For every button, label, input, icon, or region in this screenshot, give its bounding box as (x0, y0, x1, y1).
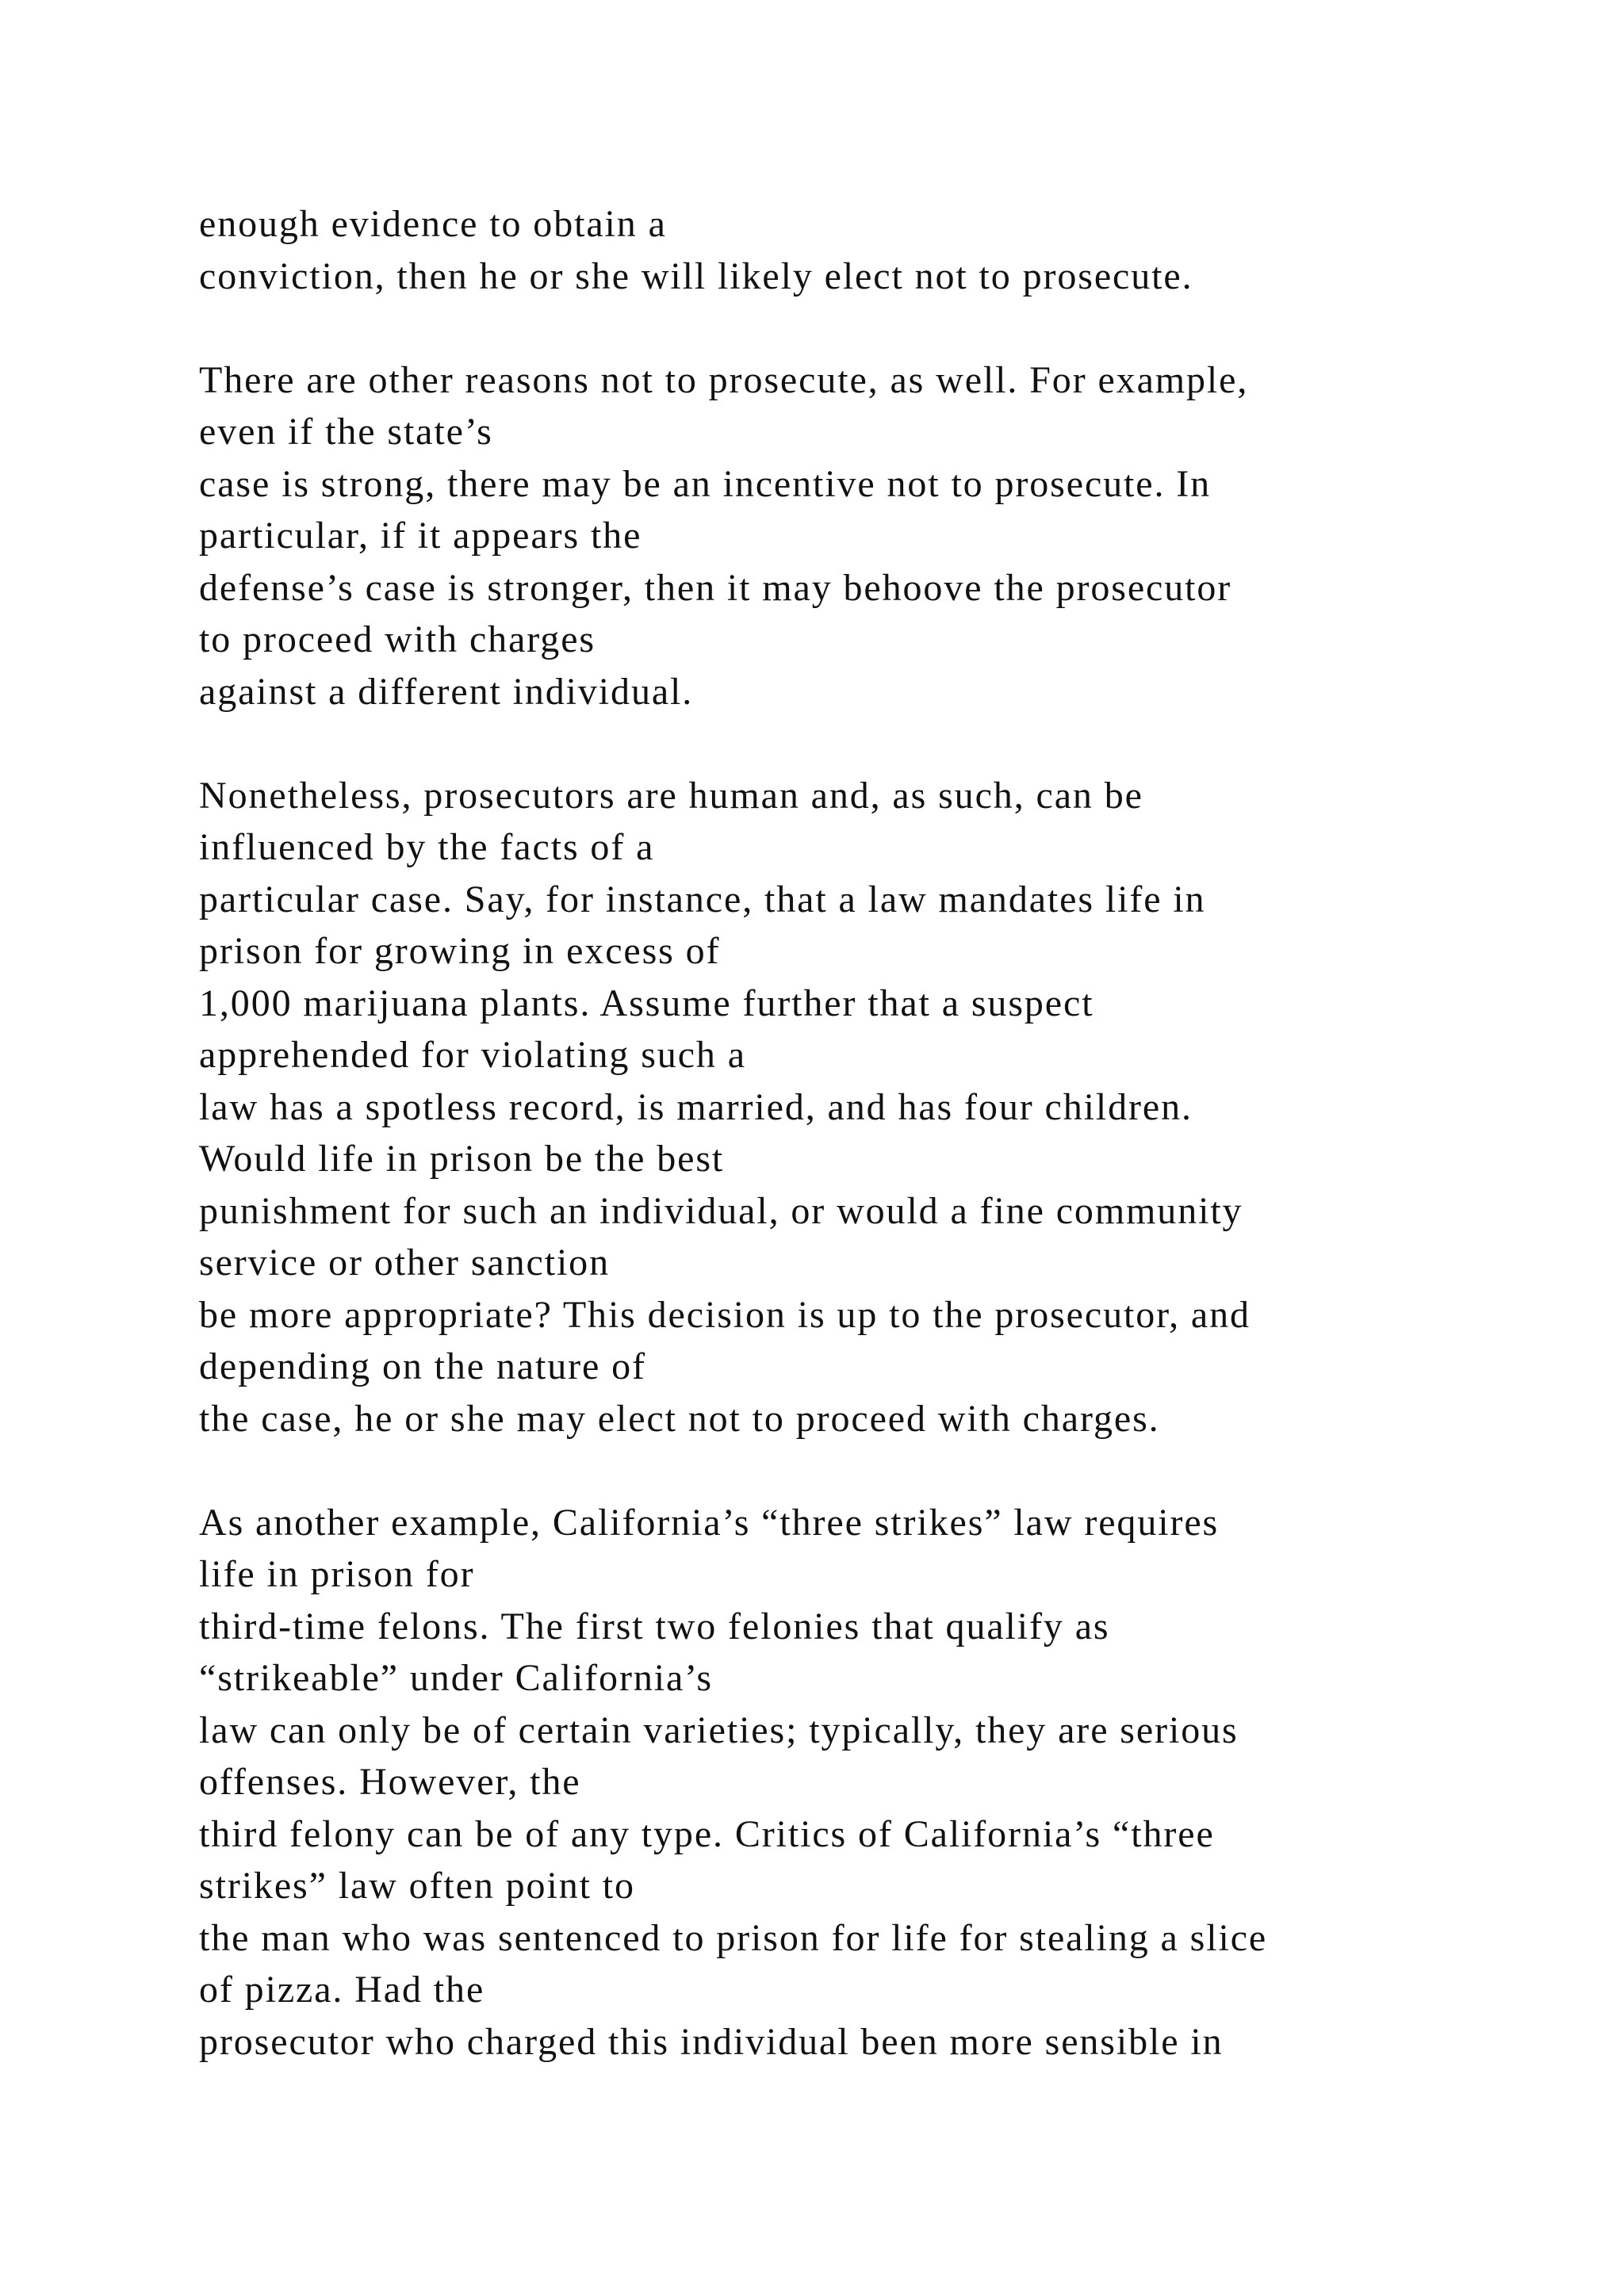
text-line: punishment for such an individual, or would a fine community (199, 1189, 1243, 1232)
text-line: depending on the nature of (199, 1345, 646, 1387)
text-line: 1,000 marijuana plants. Assume further that a suspect (199, 982, 1094, 1024)
text-line: law has a spotless record, is married, and has four children. (199, 1085, 1193, 1128)
text-line: third-time felons. The first two felonies that qualify as (199, 1605, 1110, 1647)
text-line: strikes” law often point to (199, 1865, 635, 1907)
text-line: “strikeable” under California’s (199, 1657, 714, 1699)
text-line: Would life in prison be the best (199, 1138, 725, 1180)
text-line: prison for growing in excess of (199, 930, 721, 972)
text-line: of pizza. Had the (199, 1969, 485, 2011)
paragraph-1 (199, 198, 1507, 302)
text-line: third felony can be of any type. Critics of California’s “three (199, 1812, 1215, 1855)
text-line: enough evidence to obtain a (199, 203, 667, 245)
text-line: to proceed with charges (199, 618, 596, 660)
text-line: prosecutor who charged this individual been more sensible in (199, 2020, 1224, 2063)
document-body (199, 198, 1507, 2120)
text-line: particular case. Say, for instance, that a law mandates life in (199, 878, 1206, 920)
text-line: even if the state’s (199, 411, 493, 453)
text-line: life in prison for (199, 1553, 475, 1595)
paragraph-2 (199, 354, 1507, 718)
text-line: the case, he or she may elect not to proceed with charges. (199, 1397, 1160, 1440)
text-line: There are other reasons not to prosecute, as well. For example, (199, 358, 1249, 401)
text-line: service or other sanction (199, 1242, 610, 1284)
paragraph-4 (199, 1497, 1507, 2068)
text-line: influenced by the facts of a (199, 826, 655, 868)
text-line: the man who was sentenced to prison for life for stealing a slice (199, 1916, 1268, 1959)
text-line: As another example, California’s “three strikes” law requires (199, 1501, 1220, 1544)
text-line: Nonetheless, prosecutors are human and, as such, can be (199, 774, 1143, 817)
text-line: conviction, then he or she will likely elect not to prosecute. (199, 254, 1193, 297)
text-line: particular, if it appears the (199, 515, 642, 557)
text-line: apprehended for violating such a (199, 1034, 746, 1076)
text-line: offenses. However, the (199, 1761, 581, 1803)
text-line: defense’s case is stronger, then it may behoove the prosecutor (199, 566, 1232, 609)
text-line: case is strong, there may be an incentive not to prosecute. In (199, 462, 1212, 505)
text-line: be more appropriate? This decision is up to the prosecutor, and (199, 1293, 1251, 1336)
text-line: against a different individual. (199, 670, 694, 713)
paragraph-3 (199, 770, 1507, 1445)
text-line: law can only be of certain varieties; typically, they are serious (199, 1709, 1239, 1751)
